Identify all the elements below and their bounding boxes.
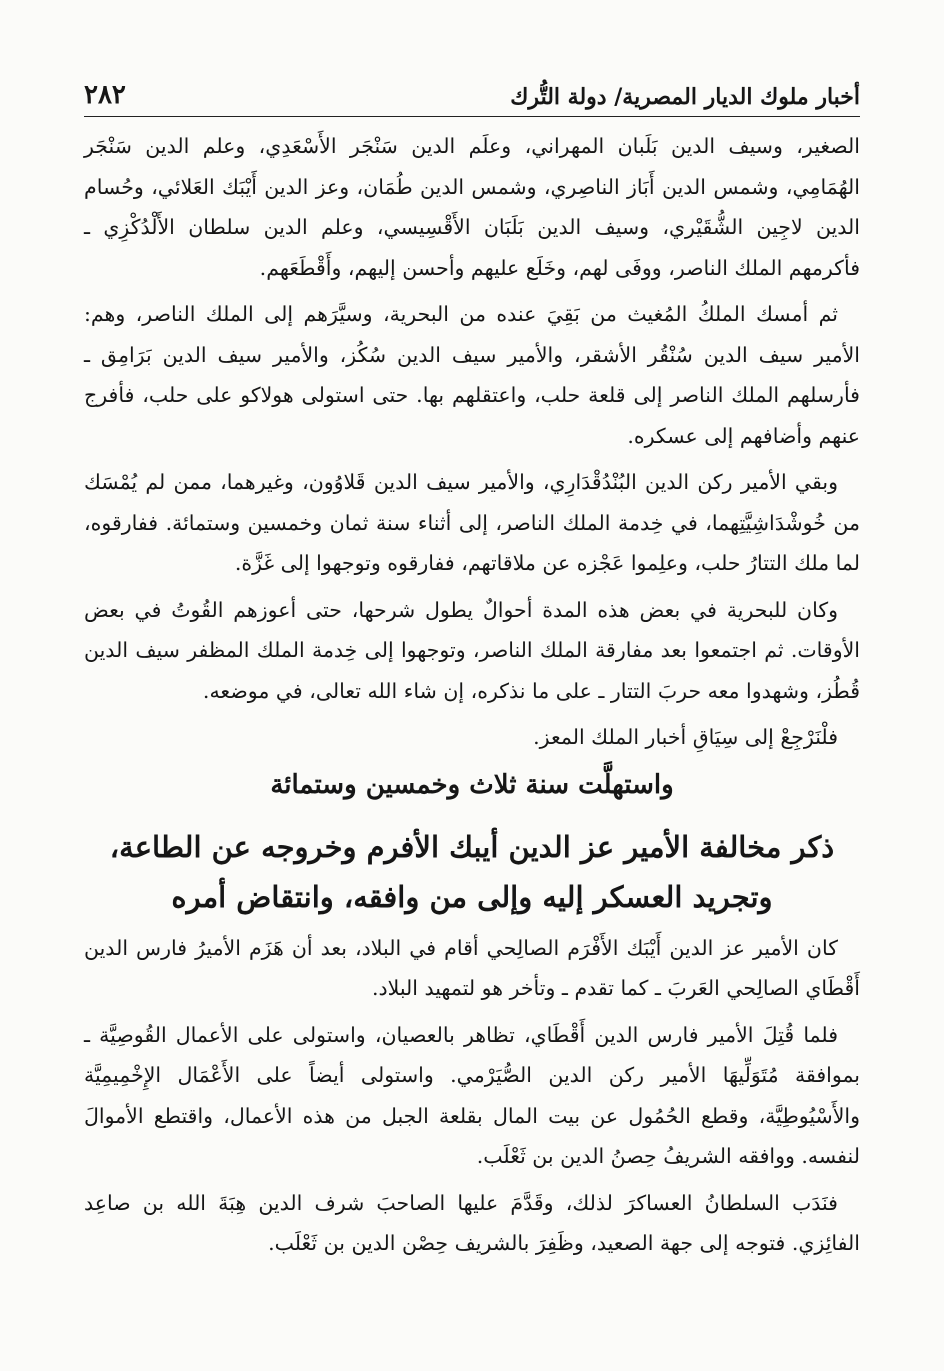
section-heading-line: ذكر مخالفة الأمير عز الدين أيبك الأفرم وخروجه عن الطاعة، (109, 829, 835, 864)
section-heading-line: وتجريد العسكر إليه وإلى من وافقه، وانتقاض أمره (171, 879, 773, 914)
paragraph: الصغير، وسيف الدين بَلَبان المهراني، وعلَم الدين سَنْجَر الأَسْعَدِي، وعلم الدين سَنْجَر الهُمَامِي، وشمس الدين أَبَاز الناصِري، وشمس الدين طُمَان، وعز الدين أَيْبَك العَلائي، وحُسام الدين لاجِين الشُّقَيْري، وسيف الدين بَلَبَان الأَقْسِيسي، وعلم الدين سلطان الأَلْدُكْزِي ـ فأكرمهم الملك الناصر، ووفَى لهم، وخَلَع عليهم وأحسن إليهم، وأَقْطَعَهم. (84, 134, 860, 280)
page-body (84, 126, 860, 1270)
running-title: أخبار ملوك الديار المصرية/ دولة التُّرك (510, 84, 860, 110)
paragraph: فلما قُتِلَ الأمير فارس الدين أَقْطَاي، تظاهر بالعصيان، واستولى على الأعمال القُوصِيَّة ـ بموافقة مُتَوَلِّيهَا الأمير ركن الدين الصُّيَرْمي. واستولى أيضاً على الأَعْمَال الإِخْمِيمِيَّة والأَسْيُوطِيَّة، وقطع الحُمُول عن بيت المال بقلعة الجبل من هذه الأعمال، واقتطع الأموالَ لنفسه. ووافقه الشريفُ حِصنُ الدين بن ثَعْلَب. (84, 1022, 860, 1168)
page-header (84, 66, 860, 110)
paragraph: فلْنَرْجِعْ إلى سِيَاقِ أخبار الملك المعز. (533, 725, 838, 749)
page-number: ٢٨٢ (84, 80, 126, 110)
paragraph: وبقي الأمير ركن الدين البُنْدُقْدَارِي، والأمير سيف الدين قَلاوُون، وغيرهما، ممن لم يُمْسَك من خُوشْدَاشِيَّتِهما، في خِدمة الملك الناصر، إلى أثناء سنة ثمان وخمسين وستمائة. ففارقوه، لما ملك التتارُ حلب، وعلِموا عَجْزه عن ملاقاتهم، ففارقوه وتوجهوا إلى غَزَّة. (84, 470, 860, 575)
paragraph: ثم أمسك الملكُ المُغيث من بَقِيَ عنده من البحرية، وسيَّرَهم إلى الملك الناصر، وهم: الأمير سيف الدين سُنْقُر الأشقر، والأمير سيف الدين سُكُز، والأمير سيف الدين بَرَامِق ـ فأرسلهم الملك الناصر إلى قلعة حلب، واعتقلهم بها. حتى استولى هولاكو على حلب، فأفرج عنهم وأضافهم إلى عسكره. (84, 302, 860, 448)
paragraph: كان الأمير عز الدين أَيْبَك الأَفْرَم الصالِحي أقام في البلاد، بعد أن هَزَم الأميرُ فارس الدين أَقْطَاي الصالِحي العَربَ ـ كما تقدم ـ وتأخر هو لتمهيد البلاد. (84, 935, 860, 1000)
section-heading (84, 822, 860, 922)
paragraph: فنَدَب السلطانُ العساكرَ لذلك، وقَدَّمَ عليها الصاحبَ شرف الدين هِبَةَ الله بن صاعِد الفائِزي. فتوجه إلى جهة الصعيد، وظَفِرَ بالشريف حِصْن الدين بن ثَعْلَب. (84, 1190, 860, 1255)
year-heading: واستهلَّت سنة ثلاث وخمسين وستمائة (270, 769, 674, 800)
paragraph: وكان للبحرية في بعض هذه المدة أحوالٌ يطول شرحها، حتى أعوزهم القُوتُ في بعض الأوقات. ثم اجتمعوا بعد مفارقة الملك الناصر، وتوجهوا إلى خِدمة الملك المظفر سيف الدين قُطُز، وشهدوا معه حربَ التتار ـ على ما نذكره، إن شاء الله تعالى، في موضعه. (84, 597, 860, 703)
header-rule (84, 116, 860, 117)
